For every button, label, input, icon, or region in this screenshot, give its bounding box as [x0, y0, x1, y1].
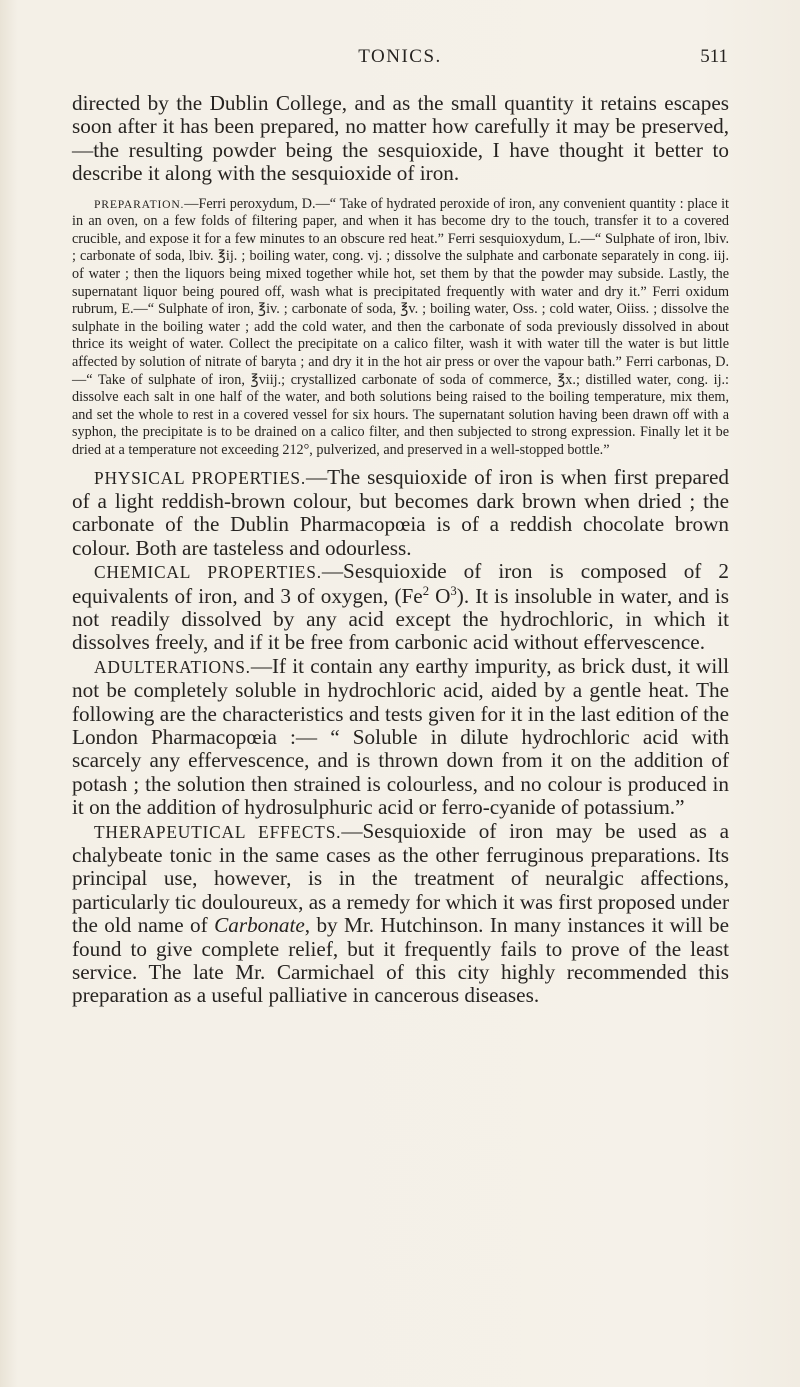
therapeutical-effects-text-a: —Sesquioxide of iron may be used as a chalybeate tonic in the same cases as the other ferruginous preparations. Its principal use, however, is in the treatment of neuralgic affections, particularly tic douloureux, as a remedy for which it was first proposed under the old name of [72, 818, 729, 938]
adulterations-text: —If it contain any earthy impurity, as brick dust, it will not be completely soluble in hydrochloric acid, aided by a gentle heat. The following are the characteristics and tests given for it in the last edition of the London Pharmacopœia :— “ Soluble in dilute hydrochloric acid with scarcely any effervescence, and is thrown down from it on the addition of potash ; the solution then strained is colourless, and no colour is produced in it on the addition of hydrosulphuric acid or ferro-cyanide of potassium.” [72, 653, 729, 820]
chemical-properties-text-a: —Sesquioxide of iron is composed of 2 equivalents of iron, and 3 of oxygen, (Fe [72, 559, 729, 608]
oxygen-subscript: 3 [450, 583, 457, 598]
page-number: 511 [700, 46, 728, 67]
adulterations-paragraph [72, 655, 729, 820]
page-header [72, 44, 728, 72]
preparation-paragraph [72, 196, 729, 460]
therapeutical-effects-paragraph [72, 820, 729, 1008]
iron-subscript: 2 [422, 583, 430, 598]
preparation-heading: PREPARATION. [94, 197, 185, 211]
preparation-text: —Ferri peroxydum, D.—“ Take of hydrated peroxide of iron, any convenient quantity : place it in an oven, on a few folds of filtering paper, and when it has become dry to the touch, transfer it to a covered crucible, and expose it for a few minutes to an obscure red heat.” Ferri sesquioxydum, L.—“ Sulphate of iron, lbiv. ; carbonate of soda, lbiv. ℥ij. ; boiling water, cong. vj. ; dissolve the sulphate and carbonate separately in cong. iij. of water ; then the liquors being mixed together while hot, set them by that the powder may subside. Lastly, the supernatant liquor being poured off, wash what is precipitated frequently with water and dry it.” Ferri oxidum rubrum, E.—“ Sulphate of iron, ℥iv. ; carbonate of soda, ℥v. ; boiling water, Oss. ; cold water, Oiiss. ; dissolve the sulphate in the boiling water ; add the cold water, and then the carbonate of soda previously dissolved in about thrice its weight of water. Collect the precipitate on a calico filter, wash it with water till the water is but little affected by solution of nitrate of baryta ; and dry it in the hot air press or over the vapour bath.” Ferri carbonas, D.—“ Take of sulphate of iron, ℥viij.; crystallized carbonate of soda of commerce, ℥x.; distilled water, cong. ij.: dissolve each salt in one half of the water, and both solutions being raised to the boiling temperature, mix them, and set the whole to rest in a covered vessel for six hours. The supernatant solution having been drawn off with a syphon, the precipitate is to be drained on a calico filter, and then subjected to strong expression. Finally let it be dried at a temperature not exceeding 212°, pulverized, and preserved in a well-stopped bottle.” [72, 195, 729, 458]
chemical-properties-text-b: O [429, 583, 451, 608]
page-body [72, 92, 729, 1008]
physical-properties-heading: PHYSICAL PROPERTIES. [94, 468, 306, 488]
physical-properties-paragraph [72, 466, 729, 561]
carbonate-italic: Carbonate [214, 913, 305, 938]
intro-paragraph: directed by the Dublin College, and as the small quantity it retains escapes soon after it has been prepared, no matter how carefully it may be preserved,—the resulting powder being the sesquioxide, I have thought it better to describe it along with the sesquioxide of iron. [72, 91, 729, 186]
chemical-properties-heading: CHEMICAL PROPERTIES. [94, 563, 322, 583]
running-title: TONICS. [358, 46, 442, 67]
therapeutical-effects-heading: THERAPEUTICAL EFFECTS. [94, 822, 342, 842]
chemical-properties-paragraph [72, 560, 729, 655]
therapeutical-effects-text-b: , by Mr. Hutchinson. In many instances it will be found to give complete relief, but it frequently fails to prove of the least service. The late Mr. Carmichael of this city highly recommended this preparation as a useful palliative in cancerous diseases. [72, 913, 729, 1008]
chemical-properties-text-c: ). It is insoluble in water, and is not readily dissolved by any acid except the hydrochloric, in which it dissolves freely, and if it be free from carbonic acid without effervescence. [72, 583, 729, 655]
physical-properties-text: —The sesquioxide of iron is when first prepared of a light reddish-brown colour, but becomes dark brown when dried ; the carbonate of the Dublin Pharmacopœia is of a reddish chocolate brown colour. Both are tasteless and odourless. [72, 464, 729, 560]
adulterations-heading: ADULTERATIONS. [94, 657, 251, 677]
